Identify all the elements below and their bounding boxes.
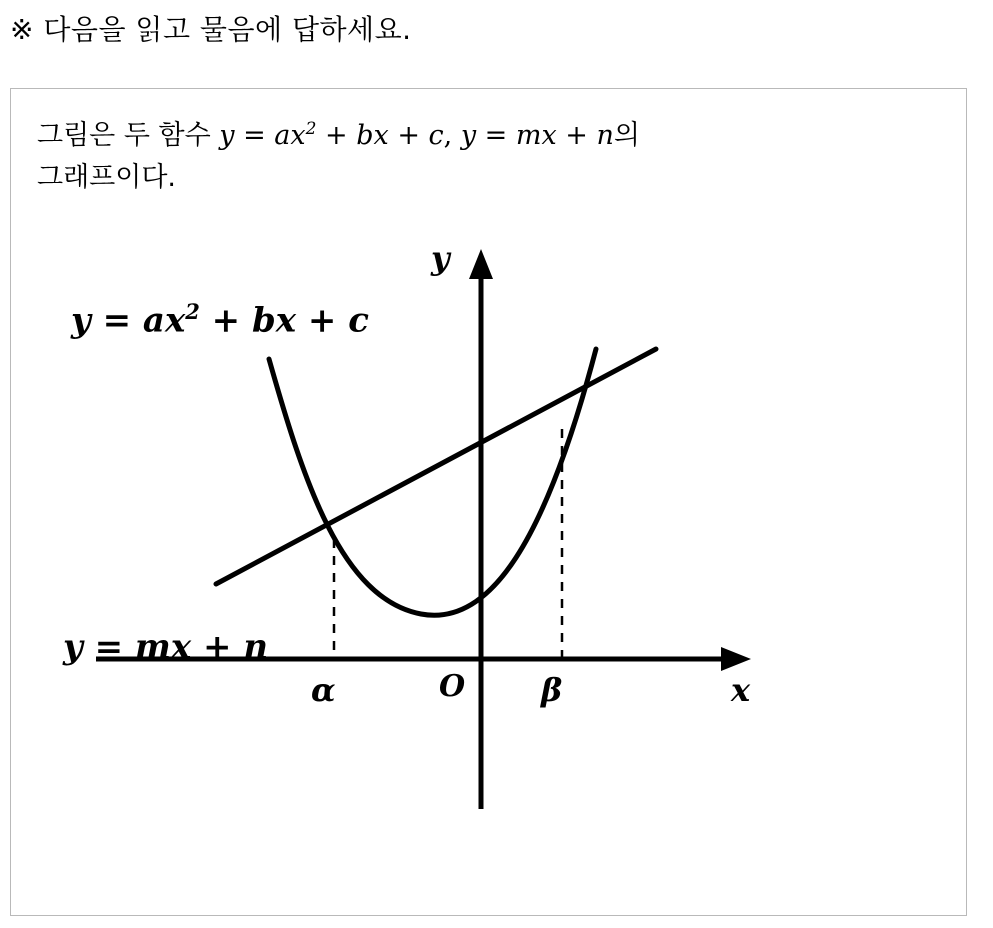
stem-lead: 그림은 두 함수 [37,120,220,151]
stem-quadratic-exponent: 2 [305,119,317,139]
beta-tick-label: β [541,671,563,709]
stem-quadratic-rest: + bx + c [316,120,444,151]
linear-line [216,349,656,584]
parabola-label [71,299,369,340]
parabola-label-main: y = ax [71,300,186,341]
parabola-label-rest: + bx + c [199,300,369,341]
graph-figure [41,239,781,859]
instruction-line [10,8,412,48]
y-axis-label: y [431,239,450,277]
problem-box [10,88,967,916]
stem-linear-formula: y = mx + n [460,120,614,151]
instruction-text: 다음을 읽고 물음에 답하세요. [43,13,412,46]
stem-line-2: 그래프이다. [37,161,176,193]
parabola-curve [269,349,596,615]
stem-tail: 의 [613,120,640,151]
instruction-marker: ※ [10,13,34,46]
origin-label: O [439,669,466,704]
line-label: y = mx + n [63,627,269,667]
parabola-label-exponent: 2 [185,299,200,324]
stem-quadratic-formula: y = ax [219,120,306,151]
y-axis-arrow [469,249,493,279]
stem-separator: , [443,120,461,151]
x-axis-arrow [721,647,751,671]
x-axis-label: x [731,671,751,709]
alpha-tick-label: α [311,671,336,709]
problem-stem [37,115,917,199]
